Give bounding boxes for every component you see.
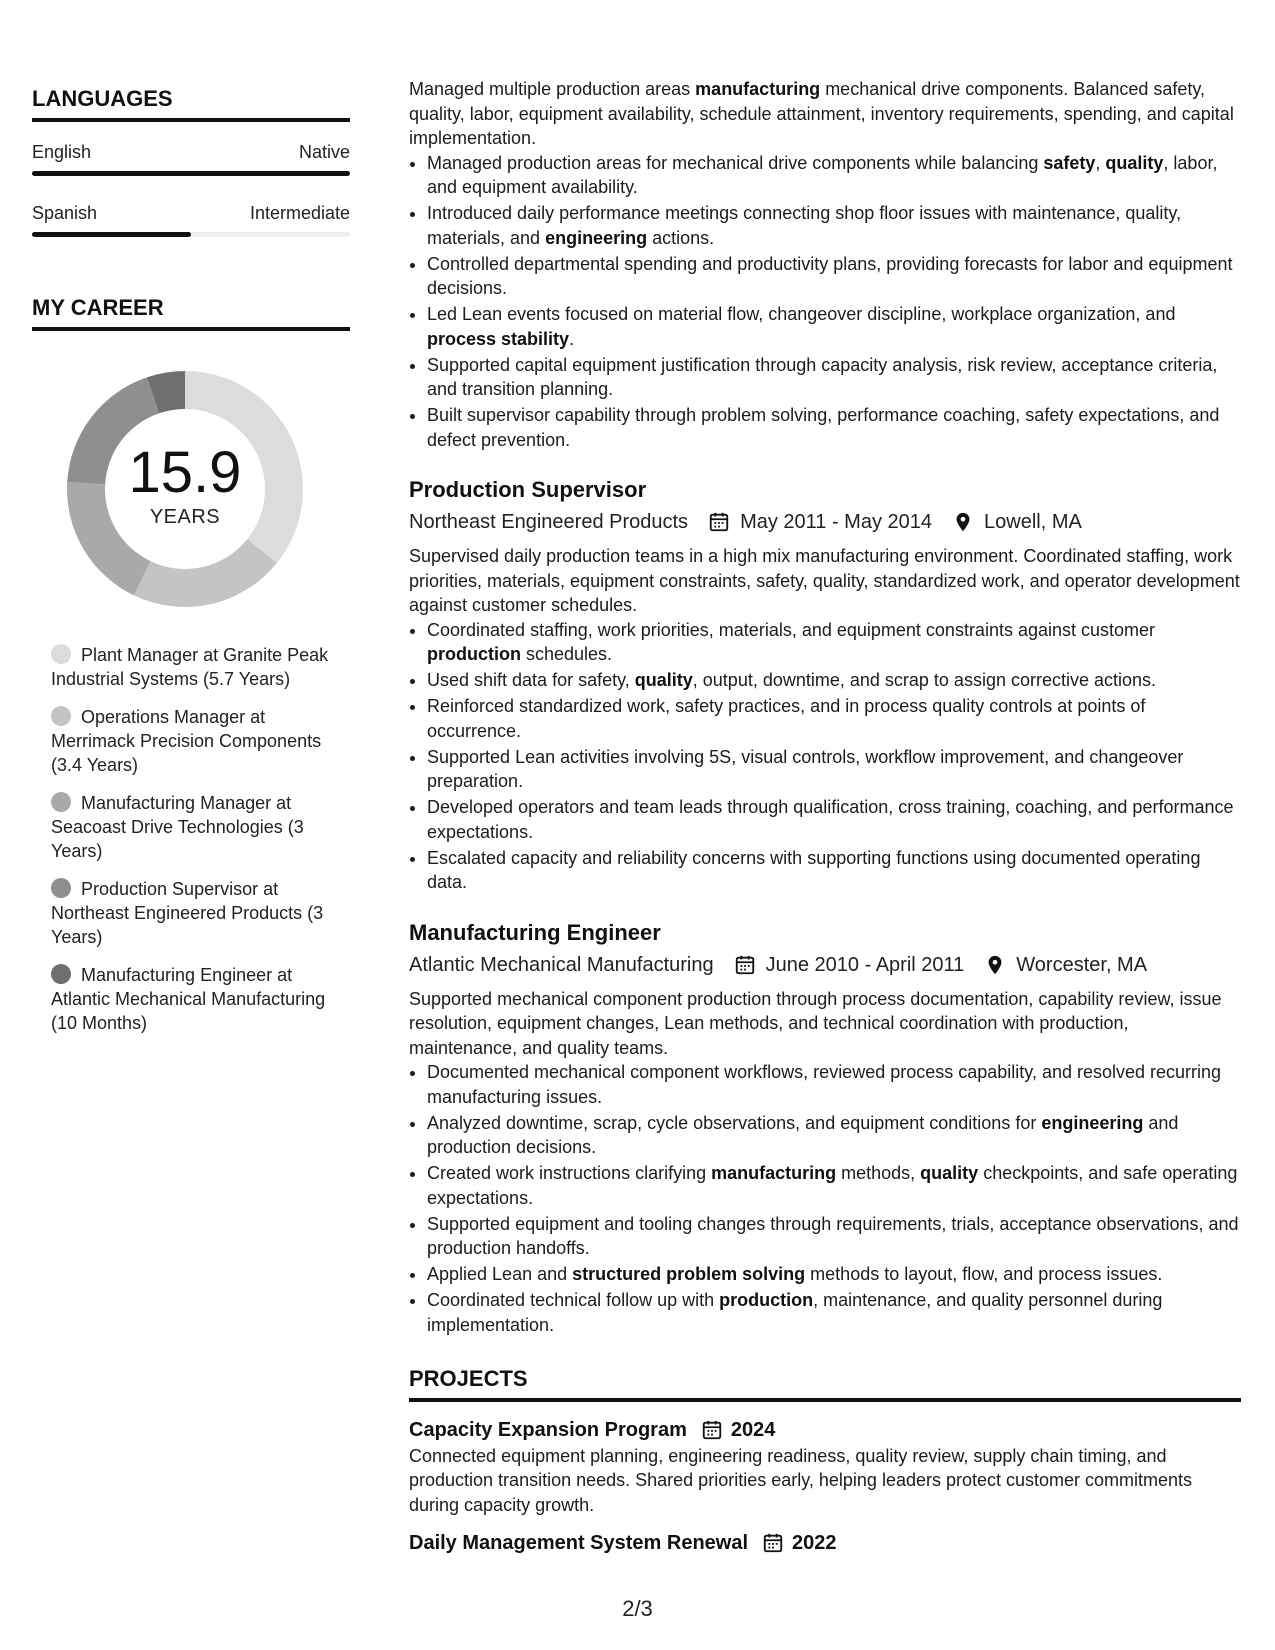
bullet-item: • Supported equipment and tooling changes through requirements, trials, acceptance observations, and production handoffs. [427, 1212, 1241, 1261]
job-meta [409, 951, 1241, 979]
job-entry [409, 919, 1241, 1338]
job-dates: June 2010 - April 2011 [765, 953, 965, 976]
language-proficiency-fill [32, 232, 191, 237]
calendar-icon [762, 1532, 784, 1554]
company-name: Atlantic Mechanical Manufacturing [409, 953, 714, 976]
career-legend-label: Manufacturing Engineer at Atlantic Mechanical Manufacturing (10 Months) [51, 965, 326, 1033]
project-title-row [409, 1529, 1241, 1557]
job-description: Managed multiple production areas manufacturing mechanical drive components. Balanced safety, quality, labor, equipment availability, schedule attainment, inventory requirements, spending, and capital implementation. [409, 79, 1234, 148]
legend-swatch [51, 792, 71, 812]
legend-swatch [51, 878, 71, 898]
job-description: Supported mechanical component production through process documentation, capability review, issue resolution, equipment changes, Lean methods, and technical coordination with production, maintenance, and quality teams. [409, 988, 1222, 1058]
language-name: English [32, 142, 92, 162]
job-meta [409, 508, 1241, 536]
calendar-icon [708, 511, 730, 533]
bullet-item: • Developed operators and team leads through qualification, cross training, coaching, and performance expectations. [427, 795, 1241, 844]
project-title-row [409, 1416, 1241, 1444]
bullet-item: • Used shift data for safety, quality, output, downtime, and scrap to assign corrective actions. [427, 668, 1241, 693]
bullet-item: • Documented mechanical component workflows, reviewed process capability, and resolved recurring manufacturing issues. [427, 1060, 1241, 1109]
career-donut-chart [65, 369, 305, 609]
language-item [32, 203, 350, 237]
calendar-icon [734, 954, 756, 976]
main-content [409, 77, 1241, 1557]
career-total-unit: YEARS [149, 505, 221, 528]
bullet-item: • Supported capital equipment justification through capacity analysis, risk review, acceptance criteria, and transition planning. [427, 353, 1241, 402]
bullet-item: • Controlled departmental spending and productivity plans, providing forecasts for labor and equipment decisions. [427, 252, 1241, 301]
career-legend-item [51, 963, 331, 1035]
job-bullets [409, 618, 1241, 895]
job-dates: May 2011 - May 2014 [740, 511, 933, 533]
language-proficiency-bar [32, 232, 350, 237]
job-bullets [409, 151, 1241, 453]
company-name: Northeast Engineered Products [409, 511, 689, 533]
bullet-item: • Supported Lean activities involving 5S, visual controls, workflow improvement, and changeover preparation. [427, 745, 1241, 794]
bullet-item: • Led Lean events focused on material flow, changeover discipline, workplace organization, and process stability. [427, 302, 1241, 351]
sidebar [32, 86, 350, 1049]
bullet-item: • Coordinated staffing, work priorities, materials, and equipment constraints against customer production schedules. [427, 618, 1241, 667]
map-pin-icon [952, 511, 974, 533]
career-legend-item [51, 791, 331, 863]
language-name: Spanish [32, 203, 98, 223]
legend-swatch [51, 706, 71, 726]
career-legend-item [51, 877, 331, 949]
projects-section [409, 1367, 1241, 1557]
job-title: Manufacturing Engineer [409, 919, 661, 945]
bullet-item: • Created work instructions clarifying manufacturing methods, quality checkpoints, and safe operating expectations. [427, 1161, 1241, 1210]
career-legend [51, 643, 331, 1035]
job-bullets [409, 1060, 1241, 1337]
project-title: Capacity Expansion Program [409, 1418, 687, 1441]
language-proficiency-bar [32, 171, 350, 176]
map-pin-icon [984, 954, 1006, 976]
job-description: Supervised daily production teams in a high mix manufacturing environment. Coordinated staffing, work priorities, materials, equipment constraints, safety, quality, standardized work, and operator development against customer schedules. [409, 546, 1240, 615]
bullet-item: • Built supervisor capability through problem solving, performance coaching, safety expectations, and defect prevention. [427, 403, 1241, 452]
page-number: 2/3 [622, 1596, 653, 1621]
legend-swatch [51, 644, 71, 664]
job-location: Lowell, MA [984, 511, 1082, 533]
project-title: Daily Management System Renewal [409, 1532, 749, 1554]
bullet-item: • Managed production areas for mechanical drive components while balancing safety, quality, labor, and equipment availability. [427, 151, 1241, 200]
legend-swatch [51, 964, 71, 984]
career-heading: MY CAREER [32, 295, 350, 331]
career-legend-item [51, 643, 331, 691]
language-level: Intermediate [249, 203, 350, 223]
projects-heading: PROJECTS [409, 1367, 1241, 1402]
career-legend-item [51, 705, 331, 777]
language-proficiency-fill [32, 171, 350, 176]
project-description: Connected equipment planning, engineering readiness, quality review, supply chain timing, and production transition needs. Shared priorities early, helping leaders protect customer commitments during capacity growth. [409, 1445, 1193, 1515]
project-year: 2024 [730, 1418, 776, 1441]
languages-heading: LANGUAGES [32, 86, 350, 122]
language-level: Native [298, 142, 350, 162]
job-entry [409, 476, 1241, 895]
calendar-icon [701, 1419, 723, 1441]
experience-continued [409, 77, 1241, 452]
language-item [32, 142, 350, 176]
bullet-item: • Analyzed downtime, scrap, cycle observations, and equipment conditions for engineering and production decisions. [427, 1111, 1241, 1160]
bullet-item: • Applied Lean and structured problem solving methods to layout, flow, and process issues. [427, 1262, 1241, 1287]
career-legend-label: Production Supervisor at Northeast Engineered Products (3 Years) [51, 879, 324, 947]
bullet-item: • Reinforced standardized work, safety practices, and in process quality controls at points of occurrence. [427, 694, 1241, 743]
project-year: 2022 [792, 1532, 837, 1554]
bullet-item: • Coordinated technical follow up with production, maintenance, and quality personnel during implementation. [427, 1288, 1241, 1337]
languages-list [32, 142, 350, 237]
job-location: Worcester, MA [1016, 953, 1148, 976]
bullet-item: • Escalated capacity and reliability concerns with supporting functions using documented operating data. [427, 846, 1241, 895]
bullet-item: • Introduced daily performance meetings connecting shop floor issues with maintenance, quality, materials, and engineering actions. [427, 201, 1241, 250]
career-legend-label: Manufacturing Manager at Seacoast Drive Technologies (3 Years) [51, 793, 304, 861]
career-legend-label: Operations Manager at Merrimack Precision Components (3.4 Years) [51, 707, 322, 775]
career-total-years: 15.9 [128, 439, 242, 505]
career-legend-label: Plant Manager at Granite Peak Industrial Systems (5.7 Years) [51, 645, 329, 689]
job-title: Production Supervisor [409, 477, 647, 502]
